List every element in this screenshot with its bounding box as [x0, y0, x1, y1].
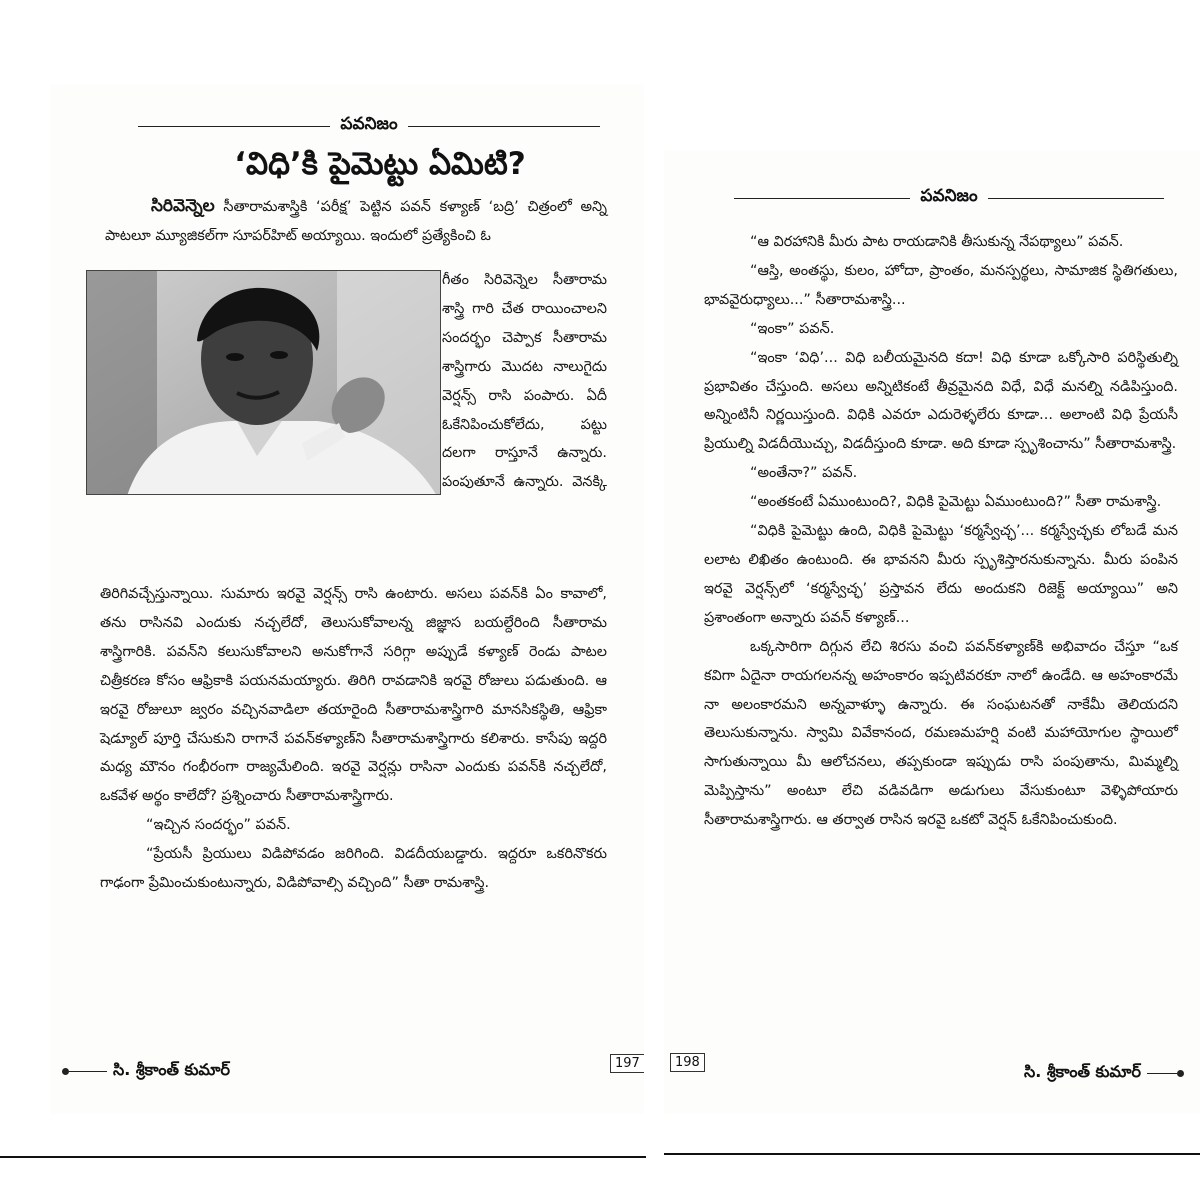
side-line: సందర్భం చెప్పాక సీతారామ [442, 329, 607, 346]
scan-edge-line [0, 1156, 646, 1158]
body-text [704, 228, 1178, 835]
body-text [100, 580, 607, 898]
paragraph: తిరిగివచ్చేస్తున్నాయి. సుమారు ఇరవై వెర్షన్స్ రాసి ఉంటారు. అసలు పవన్‌కి ఏం కావాలో, తను రాసినవి ఎందుకు నచ్చలేదో, తెలుసుకోవాలన్న జిజ్ఞాస బయల్దేరింది సీతారామ శాస్త్రిగారికి. పవన్‌ని కలుసుకోవాలని అనుకోగానే సరిగ్గా అప్పుడే కళ్యాణ్ రెండు పాటల చిత్రీకరణ కోసం ఆఫ్రికాకి పయనమయ్యారు. తిరిగి రావడానికి ఇరవై రోజులు పడుతుంది. ఆ ఇరవై రోజులూ జ్వరం వచ్చినవాడిలా తయారైంది సీతారామశాస్త్రిగారి మానసికస్థితి, ఆఫ్రికా షెడ్యూల్ పూర్తి చేసుకుని రాగానే పవన్‌కళ్యాణ్‌ని సీతారామశాస్త్రిగారు కలిశారు. కాసేపు ఇద్దరి మధ్య మౌనం గంభీరంగా రాజ్యమేలింది. ఇరవై వెర్షన్లు రాసినా ఎందుకు పవన్‌కి నచ్చలేదో, ఒకవేళ అర్థం కాలేదో? ప్రశ్నించారు సీతారామశాస్త్రిగారు. [100, 586, 607, 805]
paragraph: “ప్రేయసీ ప్రియులు విడిపోవడం జరిగింది. విడదీయబడ్డారు. ఇద్దరూ ఒకరినొకరు గాఢంగా ప్రేమించుకుంటున్నారు, విడిపోవాల్సి వచ్చింది” సీతా రామశాస్త్రి. [100, 846, 607, 892]
intro-paragraph [105, 192, 607, 251]
side-line: వెర్షన్స్ రాసి పంపారు. ఏదీ [442, 387, 607, 404]
side-line: గీతం సిరివెన్నెల సీతారామ [442, 272, 607, 288]
wrapped-side-text [442, 266, 607, 497]
footer-dot [62, 1068, 69, 1075]
paragraph: “విధికి పైమెట్టు ఉంది, విధికి పైమెట్టు ‘కర్మస్వేచ్ఛ’... కర్మస్వేచ్ఛకు లోబడే మన లలాట లిఖితం ఉంటుంది. ఈ భావనని మీరు స్పృశిస్తారనుకున్నాను. మీరు పంపిన ఇరవై వెర్షన్స్‌లో ‘కర్మస్వేచ్ఛ’ ప్రస్తావన లేదు అందుకని రిజెక్ట్ అయ్యాయి” అని ప్రశాంతంగా అన్నారు పవన్ కళ్యాణ్... [704, 523, 1178, 626]
author-name: సి. శ్రీకాంత్ కుమార్ [1024, 1062, 1141, 1081]
side-line: శాస్త్రిగారు మొదట నాలుగైదు [442, 358, 607, 375]
paragraph: “అంతకంటే ఏముంటుంది?, విధికి పైమెట్టు ఏముంటుంది?” సీతా రామశాస్త్రి. [750, 494, 1162, 511]
side-line: దలగా రాస్తూనే ఉన్నారు. [442, 445, 607, 462]
page-number: 197 [610, 1054, 644, 1073]
paragraph: “అంతేనా?” పవన్. [750, 465, 858, 482]
paragraph: “ఆస్తి, అంతస్థు, కులం, హోదా, ప్రాంతం, మనస్పర్థలు, సామాజిక స్థితిగతులు, భావవైరుధ్యాలు...” సీతారామశాస్త్రి... [704, 262, 1178, 308]
portrait-photo [86, 270, 441, 495]
side-line: శాస్త్రి గారి చేత రాయించాలని [442, 300, 607, 317]
page-footer [62, 1060, 230, 1083]
paragraph: “ఇంకా” పవన్. [750, 320, 835, 337]
page-header [734, 186, 1164, 210]
paragraph: “ఇంకా ‘విధి’... విధి బలీయమైనది కదా! విధి కూడా ఒక్కోసారి పరిస్థితుల్ని ప్రభావితం చేస్తుంది. అసలు అన్నిటికంటే తీవ్రమైనది విధే, విధే మనల్ని నడిపిస్తుంది. అన్నింటినీ నిర్ణయిస్తుంది. విధికి ఎవరూ ఎదురెళ్ళలేరు కూడా... అలాంటి విధి ప్రేయసీ ప్రియుల్ని విడదీయొచ్చు, విడదీస్తుంది కూడా. అది కూడా స్పృశించాను” సీతారామశాస్త్రి. [704, 349, 1178, 453]
intro-lead-word: సిరివెన్నెల [151, 196, 215, 216]
footer-rule [1147, 1073, 1177, 1074]
intro-text: సీతారామశాస్త్రికి ‘పరీక్ష’ పెట్టిన పవన్ కళ్యాణ్ ‘బద్రి’ చిత్రంలో అన్ని పాటలూ మ్యూజికల్‌గా సూపర్‌హిట్ అయ్యాయి. ఇందులో ప్రత్యేకించి ఓ [105, 199, 607, 244]
footer-rule [69, 1071, 107, 1072]
book-page-right [664, 150, 1200, 1114]
section-title: పవనిజం [920, 186, 978, 206]
header-rule [408, 126, 600, 127]
section-title: పవనిజం [340, 114, 398, 134]
side-line: పంపుతూనే ఉన్నారు. వెనక్కి [442, 474, 607, 491]
author-name: సి. శ్రీకాంత్ కుమార్ [113, 1060, 230, 1079]
page-number: 198 [670, 1053, 705, 1072]
header-rule [138, 126, 330, 127]
page-header [138, 114, 600, 138]
paragraph: “ఇచ్చిన సందర్భం” పవన్. [146, 817, 291, 834]
footer-dot [1177, 1070, 1184, 1077]
header-rule [988, 198, 1164, 199]
header-rule [734, 198, 910, 199]
paragraph: ఒక్కసారిగా దిగ్గున లేచి శిరసు వంచి పవన్‌కళ్యాణ్‌కి అభివాదం చేస్తూ “ఒక కవిగా ఏదైనా రాయగలనన్న అహంకారం ఇప్పటివరకూ నాలో ఉండేది. ఆ అహంకారమే నా అలంకారమని అన్నవాళ్ళూ ఉన్నారు. ఈ సంఘటనతో నాకేమీ తెలియదని తెలుసుకున్నాను. స్వామి వివేకానంద, రమణమహర్షి వంటి మహాయోగుల స్థాయిలో సాగుతున్నాయి మీ ఆలోచనలు, తప్పకుండా ఇప్పుడు రాసి పంపుతాను, మిమ్మల్ని మెప్పిస్తాను” అంటూ లేచి వడివడిగా అడుగులు వేసుకుంటూ వెళ్ళిపోయారు సీతారామశాస్త్రిగారు. ఆ తర్వాత రాసిన ఇరవై ఒకటో వెర్షన్ ఓకేనిపించుకుంది. [704, 638, 1178, 829]
book-page-left [50, 84, 644, 1114]
article-title: ‘విధి’కి పైమెట్టు ఏమిటి? [234, 146, 526, 182]
paragraph: “ఆ విరహానికి మీరు పాట రాయడానికి తీసుకున్న నేపథ్యాలు” పవన్. [750, 234, 1124, 250]
side-line: ఓకేనిపించుకోలేదు, పట్టు [442, 416, 607, 433]
scan-edge-line [664, 1153, 1200, 1155]
page-footer [1024, 1062, 1184, 1085]
